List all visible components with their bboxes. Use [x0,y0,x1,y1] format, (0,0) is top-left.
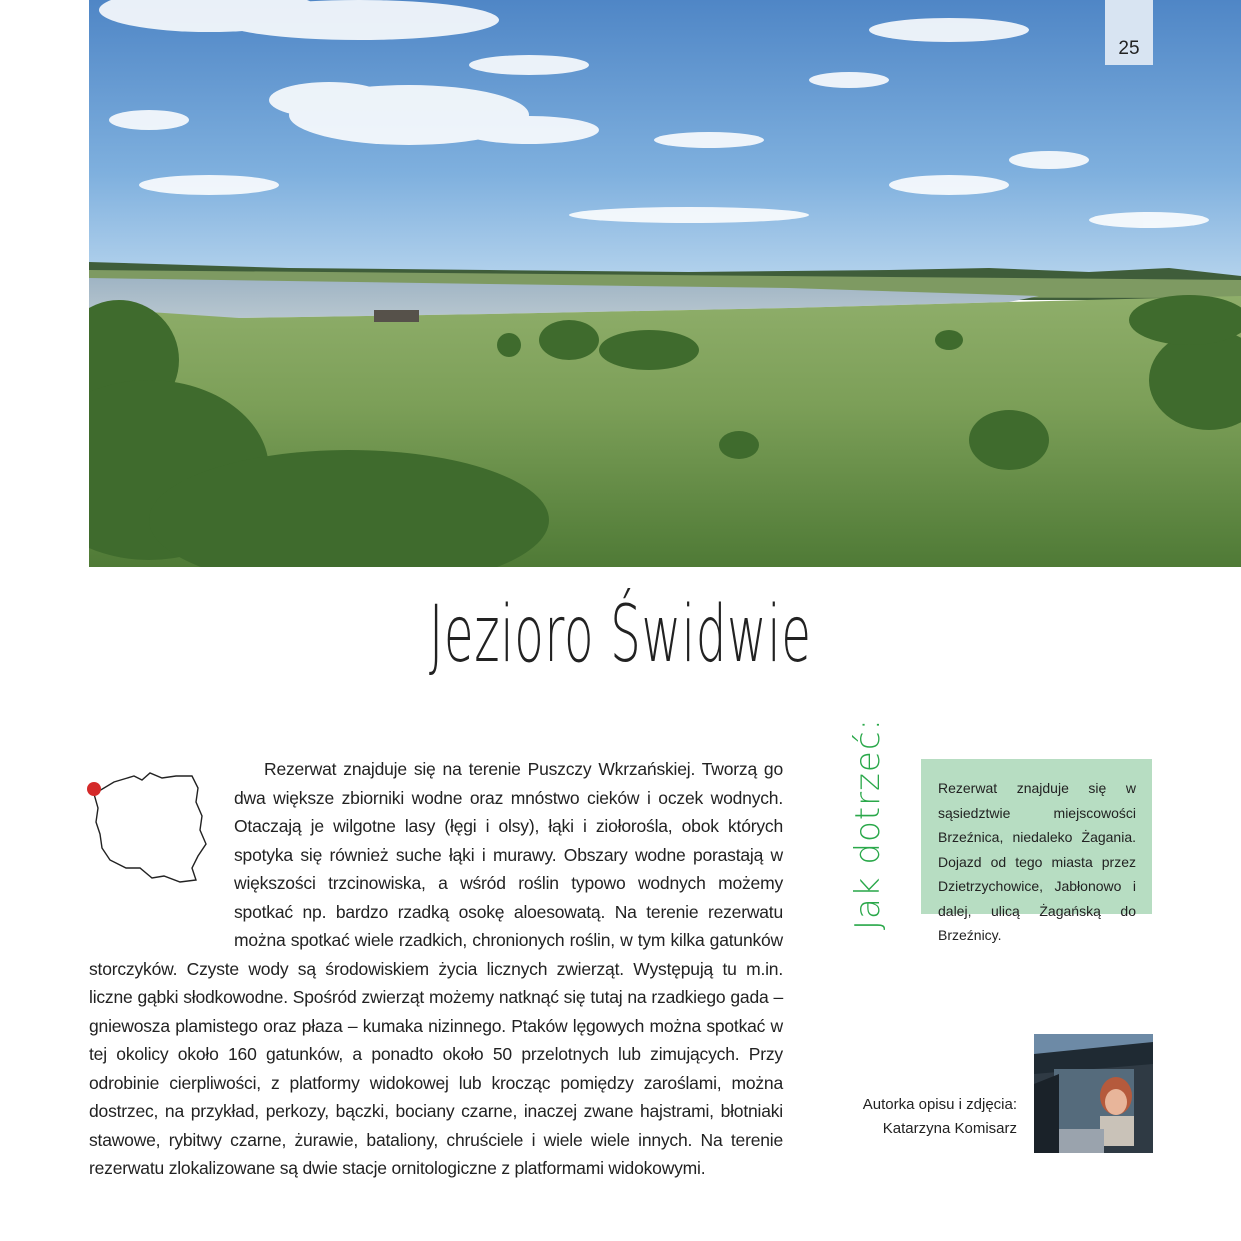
directions-heading-text: Jak dotrzeć: [848,718,888,930]
article-paragraph: Rezerwat znajduje się na terenie Puszczy Wkrzańskiej. Tworzą go dwa większe zbiorniki wodne oraz mnóstwo cieków i oczek wodnych. Otaczają je wilgotne lasy (łęgi i olsy), łąki i ziołorośla, obok których spotyka się również suche łąki i murawy. Obszary wodne porastają w większości trzcinowiska, a wśród roślin typowo wodnych możemy spotkać np. bardzo rzadką osokę aloesowatą. Na terenie rezerwatu można spotkać wiele rzadkich, chronionych roślin, w tym kilka gatunków storczyków. Czyste wody są środowiskiem życia licznych zwierząt. Występują tu m.in. liczne gąbki słodkowodne. Spośród zwierząt możemy natknąć się tutaj na rzadkiego gada – gniewosza plamistego oraz płaza – kumaka nizinnego. Ptaków lęgowych można spotkać w tej okolicy około 160 gatunków, a ponadto około 50 przelotnych lub zimujących. Przy odrobinie cierpliwości, z platformy widokowej lub krocząc pomiędzy zaroślami, można dostrzec, na przykład, perkozy, bączki, bociany czarne, inaczej zwane hajstrami, błotniaki stawowe, rybitwy czarne, żurawie, bataliony, chruściele i wiele wiele innych. Na terenie rezerwatu zlokalizowane są dwie stacje ornitologiczne z platformami widokowymi. [89,759,783,1178]
directions-text: Rezerwat znajduje się w sąsiedztwie miejscowości Brzeźnica, niedaleko Żagania. Dojazd od tego miasta przez Dzietrzychowice, Jabłonowo i dalej, ulicą Żagańską do Brzeźnicy. [938,780,1136,943]
author-name: Katarzyna Komisarz [882,1120,1017,1137]
page-number: 25 [1105,0,1153,65]
lake-landscape-photo [89,0,1241,567]
article-body [89,755,783,1183]
page-title: Jezioro Świdwie [428,590,812,680]
directions-heading [848,718,890,930]
author-credit [863,1093,1017,1141]
author-photo [1034,1034,1153,1153]
author-label: Autorka opisu i zdjęcia: [862,1096,1017,1113]
directions-box [921,759,1152,943]
